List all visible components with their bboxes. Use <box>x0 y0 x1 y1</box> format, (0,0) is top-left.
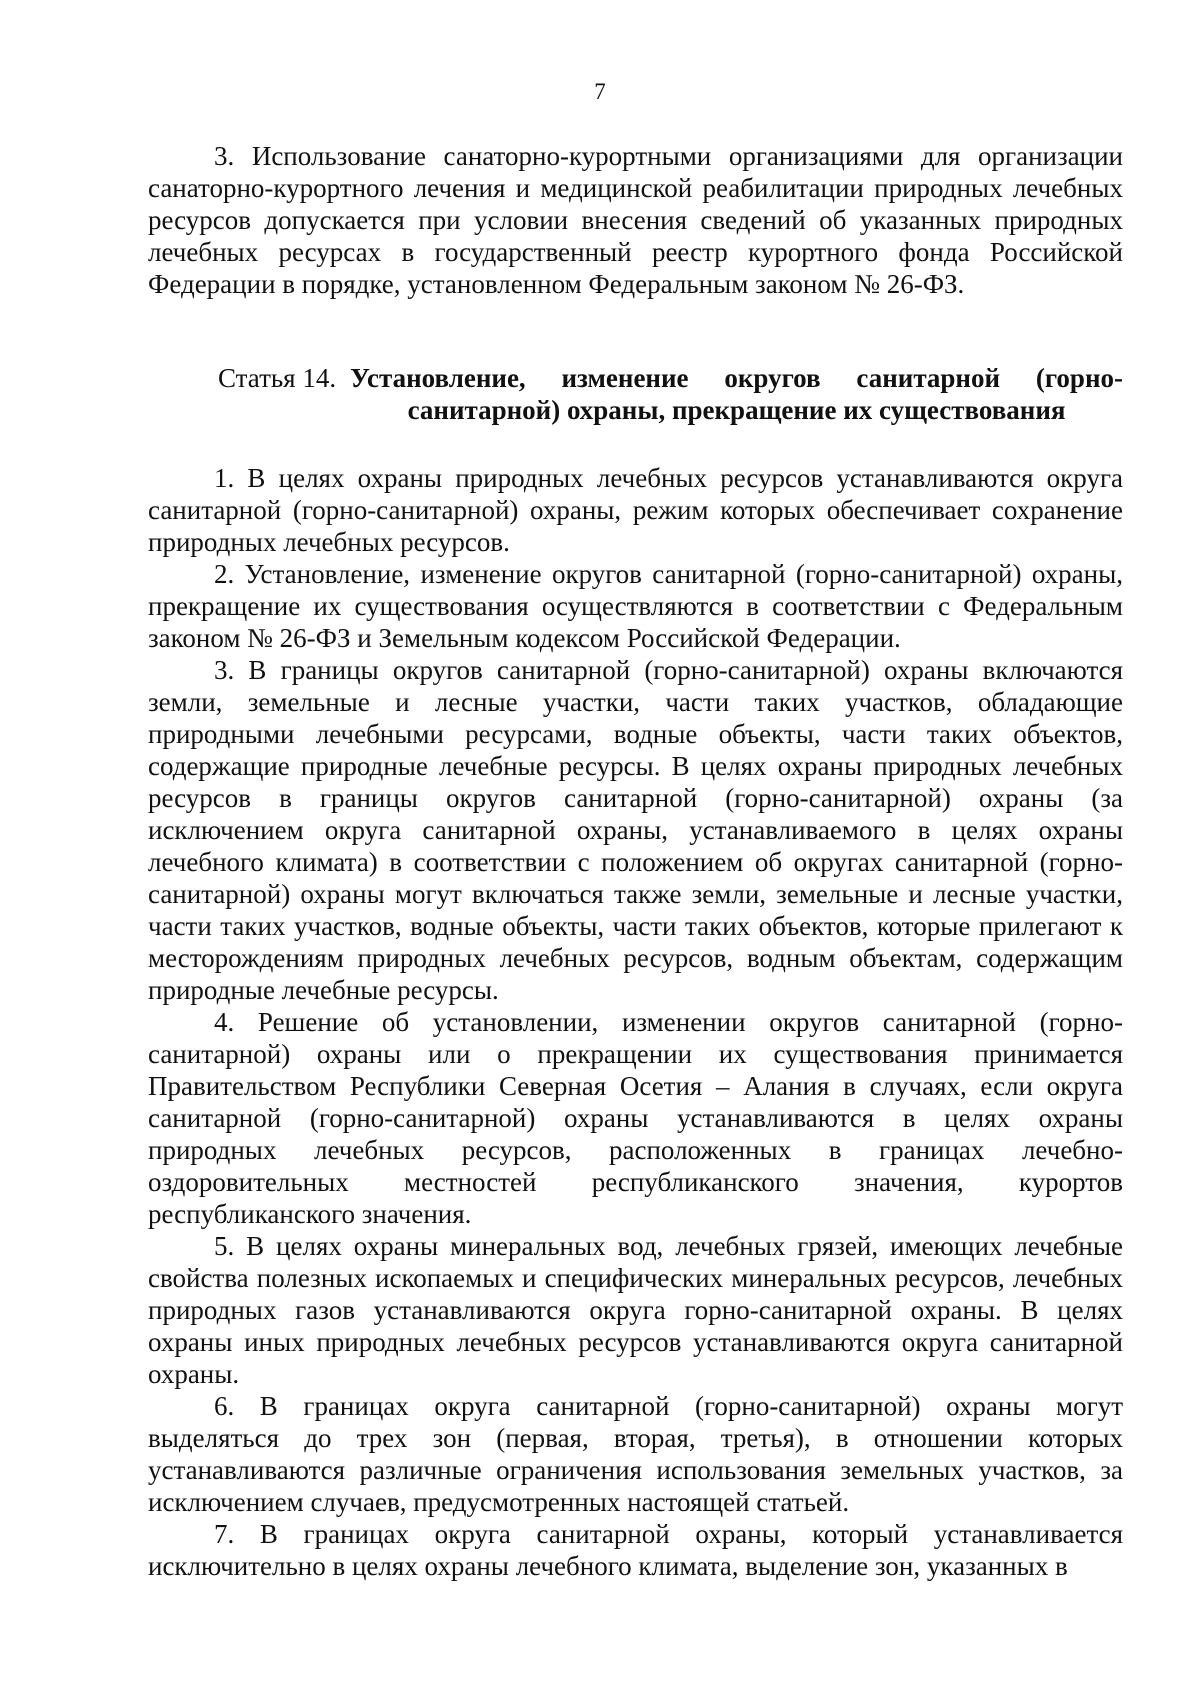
paragraph-5: 5. В целях охраны минеральных вод, лечебных грязей, имеющих лечебные свойства полезных ископаемых и специфических минеральных ресурсов, лечебных природных газов устанавливаются округа горно-санитарной охраны. В целях охраны иных природных лечебных ресурсов устанавливаются округа санитарной охраны. <box>148 1231 1123 1389</box>
paragraph-3: 3. В границы округов санитарной (горно-санитарной) охраны включаются земли, земельные и лесные участки, части таких участков, обладающие природными лечебными ресурсами, водные объекты, части таких объектов, содержащие природные лечебные ресурсы. В целях охраны природных лечебных ресурсов в границы округов санитарной (горно-санитарной) охраны (за исключением округа санитарной охраны, устанавливаемого в целях охраны лечебного климата) в соответствии с положением об округах санитарной (горно-санитарной) охраны могут включаться также земли, земельные и лесные участки, части таких участков, водные объекты, части таких объектов, которые прилегают к месторождениям природных лечебных ресурсов, водным объектам, содержащим природные лечебные ресурсы. <box>148 655 1123 1005</box>
paragraph-7: 7. В границах округа санитарной охраны, который устанавливается исключительно в целях охраны лечебного климата, выделение зон, указанных в <box>148 1519 1123 1581</box>
article-heading <box>218 362 1123 426</box>
article-title: Установление, изменение округов санитарной (горно-санитарной) охраны, прекращение их существования <box>350 363 1123 425</box>
paragraph-6: 6. В границах округа санитарной (горно-санитарной) охраны могут выделяться до трех зон (первая, вторая, третья), в отношении которых устанавливаются различные ограничения использования земельных участков, за исключением случаев, предусмотренных настоящей статьей. <box>148 1391 1123 1517</box>
top-text-block <box>148 140 1123 300</box>
article-body <box>148 462 1123 1582</box>
article-number: Статья 14. <box>218 363 337 393</box>
paragraph-1: 1. В целях охраны природных лечебных ресурсов устанавливаются округа санитарной (горно-санитарной) охраны, режим которых обеспечивает сохранение природных лечебных ресурсов. <box>148 463 1123 557</box>
paragraph-3-top: 3. Использование санаторно-курортными организациями для организации санаторно-курортного лечения и медицинской реабилитации природных лечебных ресурсов допускается при условии внесения сведений об указанных природных лечебных ресурсах в государственный реестр курортного фонда Российской Федерации в порядке, установленном Федеральным законом № 26-ФЗ. <box>148 141 1123 299</box>
paragraph-4: 4. Решение об установлении, изменении округов санитарной (горно-санитарной) охраны или о прекращении их существования принимается Правительством Республики Северная Осетия – Алания в случаях, если округа санитарной (горно-санитарной) охраны устанавливаются в целях охраны природных лечебных ресурсов, расположенных в границах лечебно-оздоровительных местностей республиканского значения, курортов республиканского значения. <box>148 1007 1123 1229</box>
paragraph-2: 2. Установление, изменение округов санитарной (горно-санитарной) охраны, прекращение их существования осуществляются в соответствии с Федеральным законом № 26-ФЗ и Земельным кодексом Российской Федерации. <box>148 559 1123 653</box>
page-number: 7 <box>594 79 606 104</box>
